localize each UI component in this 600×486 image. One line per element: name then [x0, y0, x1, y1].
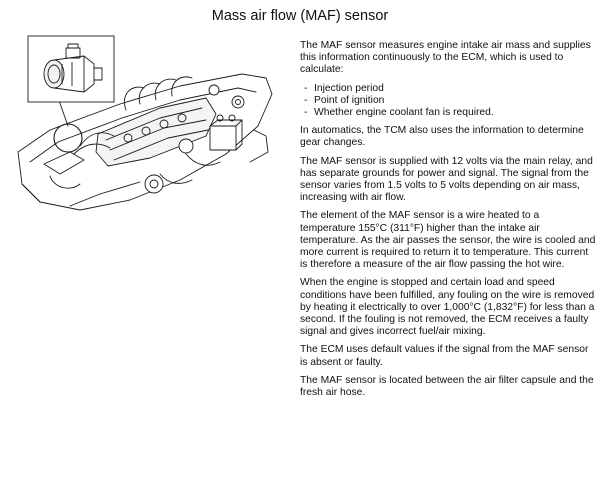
description-column [300, 40, 596, 405]
paragraph-default: The ECM uses default values if the signal from the MAF sensor is absent or faulty. [300, 344, 589, 368]
paragraph-fouling: When the engine is stopped and certain load and speed conditions have been fulfilled, any fouling on the wire is removed by heating it electrically to over 1,000°C (1,832°F) for less than a second. If the fouling is not removed, the ECM receives a faulty signal and gives incorrect fuel/air mixing. [300, 277, 595, 338]
calculation-list [300, 83, 596, 120]
paragraph-location: The MAF sensor is located between the air filter capsule and the fresh air hose. [300, 374, 594, 399]
list-item: - Point of ignition [304, 95, 596, 107]
engine-bay-illustration [10, 34, 278, 214]
page-title: Mass air flow (MAF) sensor [211, 8, 389, 24]
paragraph-supply: The MAF sensor is supplied with 12 volts via the main relay, and has separate grounds for power and signal. The signal from the sensor varies from 1.5 volts to 5 volts depending on air mass, increasing with air flow. [300, 155, 593, 204]
list-item: - Injection period [304, 83, 596, 95]
list-item: - Whether engine coolant fan is required. [304, 107, 596, 119]
paragraph-element: The element of the MAF sensor is a wire heated to a temperature 155°C (311°F) higher than the intake air temperature. As the air passes the sensor, the wire is cooled and more current is required to return it to temperature. This current is therefore a measure of the air flow passing the hot wire. [300, 210, 596, 271]
intro-paragraph: The MAF sensor measures engine intake air mass and supplies this information continuously to the ECM, which is used to calculate: [300, 40, 591, 76]
paragraph-automatics: In automatics, the TCM also uses the information to determine gear changes. [300, 125, 584, 149]
